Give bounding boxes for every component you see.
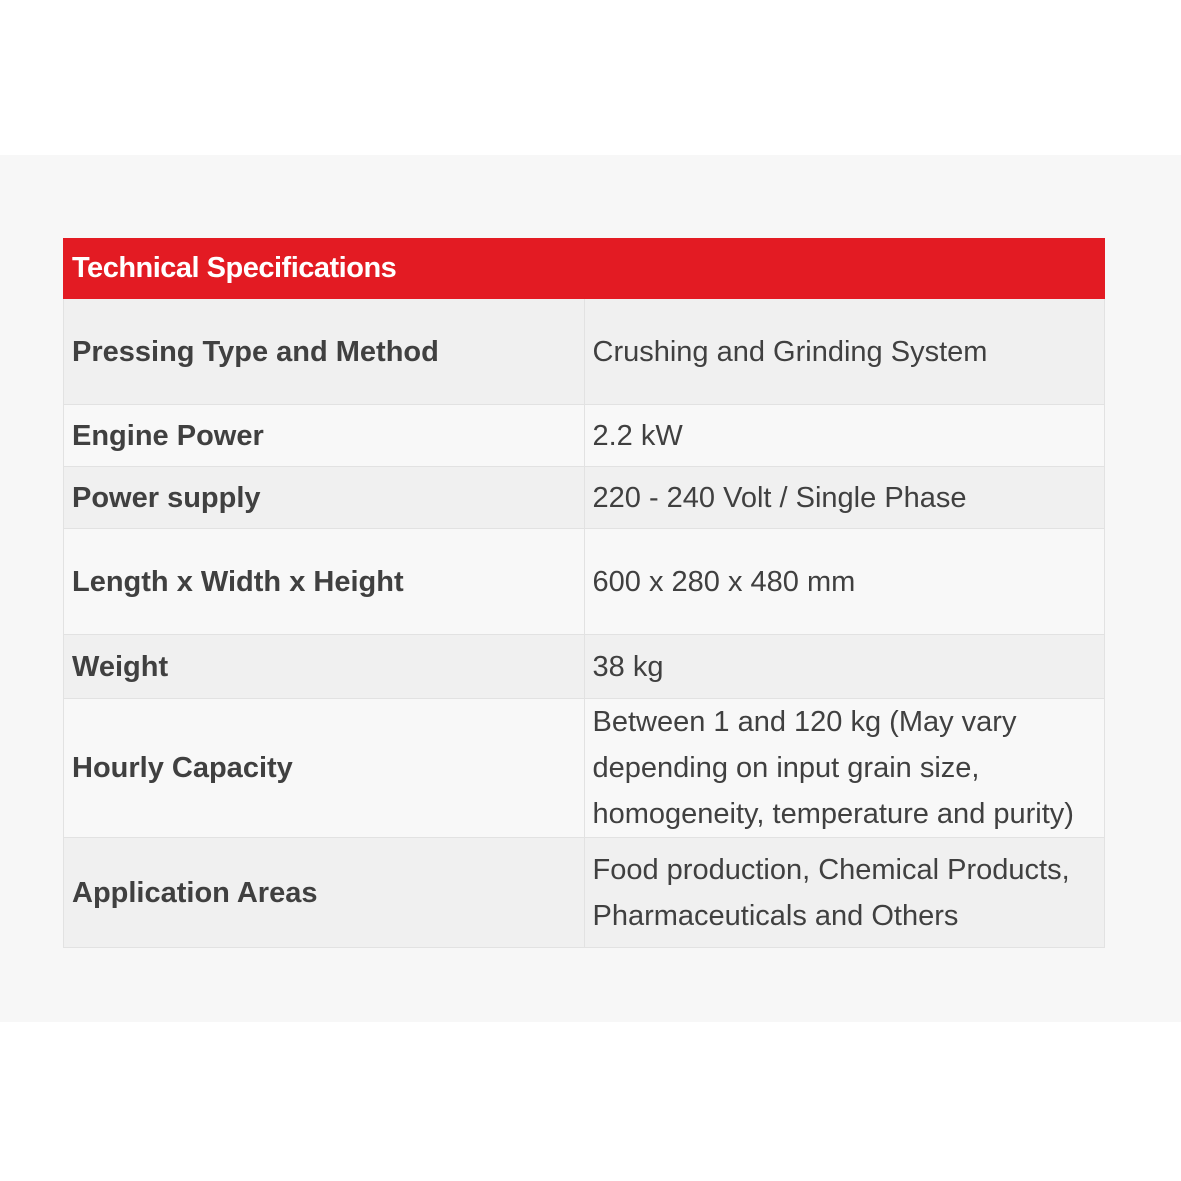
spec-value: Crushing and Grinding System — [584, 299, 1105, 405]
table-row — [64, 405, 1105, 467]
specifications-table — [63, 238, 1105, 948]
table-row — [64, 299, 1105, 405]
spec-label: Power supply — [64, 467, 585, 529]
table-row — [64, 838, 1105, 948]
table-row — [64, 467, 1105, 529]
spec-label: Weight — [64, 635, 585, 699]
spec-value: 220 - 240 Volt / Single Phase — [584, 467, 1105, 529]
spec-value: 38 kg — [584, 635, 1105, 699]
spec-value: 2.2 kW — [584, 405, 1105, 467]
spec-label: Pressing Type and Method — [64, 299, 585, 405]
table-header-row — [64, 239, 1105, 299]
spec-label: Application Areas — [64, 838, 585, 948]
table-row — [64, 529, 1105, 635]
spec-value: 600 x 280 x 480 mm — [584, 529, 1105, 635]
spec-label: Engine Power — [64, 405, 585, 467]
table-title: Technical Specifications — [64, 239, 1105, 299]
table-row — [64, 635, 1105, 699]
spec-value: Between 1 and 120 kg (May vary depending on input grain size, homogeneity, temperature and purity) — [584, 699, 1105, 838]
table-row — [64, 699, 1105, 838]
spec-label: Length x Width x Height — [64, 529, 585, 635]
spec-label: Hourly Capacity — [64, 699, 585, 838]
spec-value: Food production, Chemical Products, Pharmaceuticals and Others — [584, 838, 1105, 948]
